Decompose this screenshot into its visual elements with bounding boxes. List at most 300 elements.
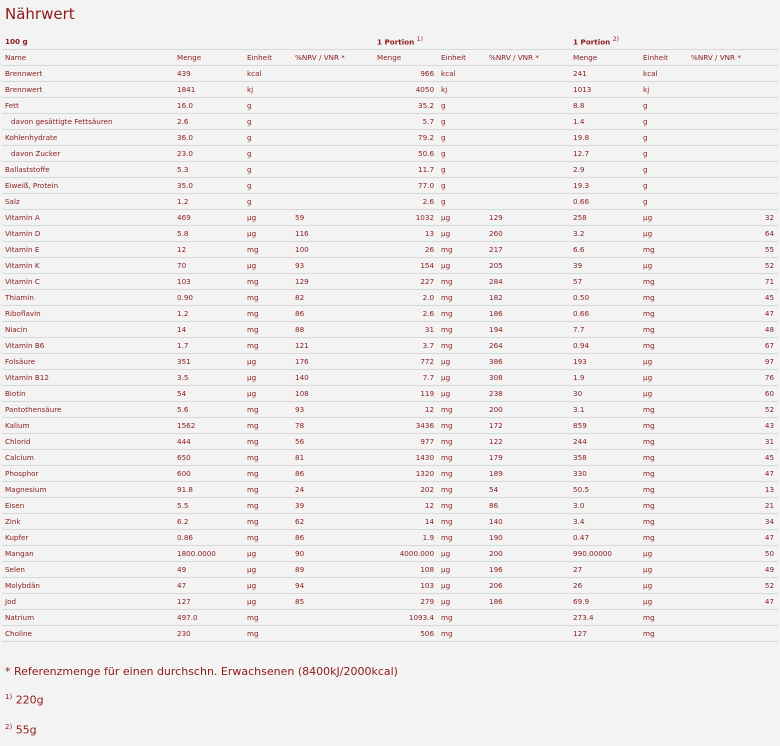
table-row	[2, 274, 778, 290]
table-cell: 5.6	[174, 402, 244, 418]
table-cell: µg	[640, 258, 688, 274]
table-cell: µg	[438, 386, 486, 402]
nutrient-name: Riboflavin	[2, 306, 174, 322]
table-cell: 444	[174, 434, 244, 450]
table-cell: µg	[640, 210, 688, 226]
table-cell	[292, 626, 374, 642]
table-cell: 62	[292, 514, 374, 530]
table-row	[2, 210, 778, 226]
table-cell: 103	[374, 578, 438, 594]
table-row	[2, 466, 778, 482]
header-100g: 100 g	[2, 34, 374, 50]
table-cell: kj	[640, 82, 688, 98]
table-cell: mg	[438, 402, 486, 418]
table-cell: 100	[292, 242, 374, 258]
table-cell: 5.3	[174, 162, 244, 178]
table-cell: 264	[486, 338, 570, 354]
table-row	[2, 418, 778, 434]
table-cell: mg	[244, 530, 292, 546]
table-cell: 127	[174, 594, 244, 610]
table-cell	[688, 626, 778, 642]
table-cell: 34	[688, 514, 778, 530]
table-row	[2, 370, 778, 386]
table-cell: µg	[244, 258, 292, 274]
table-cell: g	[640, 162, 688, 178]
table-cell: mg	[438, 418, 486, 434]
table-cell: 172	[486, 418, 570, 434]
table-cell	[688, 66, 778, 82]
table-row	[2, 322, 778, 338]
table-cell: 3.2	[570, 226, 640, 242]
table-cell: 140	[486, 514, 570, 530]
nutrient-name: Molybdän	[2, 578, 174, 594]
table-cell	[486, 66, 570, 82]
nutrient-name: Choline	[2, 626, 174, 642]
nutrient-name: Zink	[2, 514, 174, 530]
table-cell: 2.6	[174, 114, 244, 130]
table-row	[2, 178, 778, 194]
table-cell: 3.4	[570, 514, 640, 530]
table-cell: 176	[292, 354, 374, 370]
table-row	[2, 114, 778, 130]
table-cell: 260	[486, 226, 570, 242]
table-cell: 154	[374, 258, 438, 274]
table-cell: 3.1	[570, 402, 640, 418]
table-cell: mg	[438, 322, 486, 338]
table-cell: 36.0	[174, 130, 244, 146]
table-cell	[688, 82, 778, 98]
header-portion-2: 1 Portion $^{2)}$	[570, 34, 778, 50]
table-cell: g	[640, 194, 688, 210]
table-row	[2, 402, 778, 418]
table-cell: 0.50	[570, 290, 640, 306]
table-cell: 27	[570, 562, 640, 578]
table-cell: 69.9	[570, 594, 640, 610]
nutrient-name: Vitamin D	[2, 226, 174, 242]
table-cell: 78	[292, 418, 374, 434]
table-cell: 258	[570, 210, 640, 226]
table-subheader	[2, 50, 778, 66]
page-title: Nährwert	[5, 5, 75, 23]
column-header: Menge	[174, 50, 244, 66]
table-cell: 67	[688, 338, 778, 354]
table-cell: 196	[486, 562, 570, 578]
table-cell: g	[438, 130, 486, 146]
table-row	[2, 386, 778, 402]
table-cell: 2.0	[374, 290, 438, 306]
table-cell: 47	[688, 466, 778, 482]
table-cell: mg	[438, 482, 486, 498]
table-cell: µg	[244, 226, 292, 242]
table-cell: µg	[438, 594, 486, 610]
table-cell: µg	[640, 562, 688, 578]
nutrient-name: Chlorid	[2, 434, 174, 450]
nutrient-name: Vitamin A	[2, 210, 174, 226]
table-cell: 244	[570, 434, 640, 450]
table-cell: 351	[174, 354, 244, 370]
table-cell: mg	[244, 610, 292, 626]
table-row	[2, 482, 778, 498]
nutrient-name: Vitamin C	[2, 274, 174, 290]
table-cell: 119	[374, 386, 438, 402]
table-cell: 1.7	[174, 338, 244, 354]
table-cell: mg	[640, 514, 688, 530]
table-cell	[688, 610, 778, 626]
table-cell: mg	[244, 514, 292, 530]
table-cell	[486, 178, 570, 194]
table-row	[2, 578, 778, 594]
table-cell: 200	[486, 546, 570, 562]
table-cell: µg	[640, 578, 688, 594]
table-cell	[486, 194, 570, 210]
table-cell: 129	[486, 210, 570, 226]
table-cell: kcal	[244, 66, 292, 82]
table-cell: g	[438, 98, 486, 114]
table-cell: g	[244, 114, 292, 130]
table-cell: 57	[570, 274, 640, 290]
table-cell	[292, 610, 374, 626]
table-cell: 205	[486, 258, 570, 274]
table-cell: 506	[374, 626, 438, 642]
table-cell: µg	[244, 594, 292, 610]
table-cell: 2.9	[570, 162, 640, 178]
table-cell	[486, 82, 570, 98]
header-portion-1: 1 Portion $^{1)}$	[374, 34, 570, 50]
table-cell: 79.2	[374, 130, 438, 146]
table-cell: 990.00000	[570, 546, 640, 562]
table-cell: 35.0	[174, 178, 244, 194]
table-cell: µg	[438, 546, 486, 562]
table-cell: mg	[244, 338, 292, 354]
table-cell: 1430	[374, 450, 438, 466]
table-cell: mg	[640, 402, 688, 418]
table-cell: 3.7	[374, 338, 438, 354]
table-cell: g	[244, 162, 292, 178]
table-cell: µg	[438, 578, 486, 594]
table-cell	[688, 178, 778, 194]
table-cell: 179	[486, 450, 570, 466]
table-row	[2, 290, 778, 306]
nutrient-name: Vitamin K	[2, 258, 174, 274]
table-cell: 0.94	[570, 338, 640, 354]
table-cell: 140	[292, 370, 374, 386]
table-cell: 3.5	[174, 370, 244, 386]
table-cell: 182	[486, 290, 570, 306]
table-cell: mg	[244, 450, 292, 466]
table-cell: mg	[640, 450, 688, 466]
table-cell: 8.8	[570, 98, 640, 114]
table-cell: 91.8	[174, 482, 244, 498]
table-cell: mg	[640, 290, 688, 306]
table-cell: 386	[486, 354, 570, 370]
table-cell: mg	[438, 610, 486, 626]
table-cell: 52	[688, 258, 778, 274]
table-row	[2, 258, 778, 274]
table-cell: 43	[688, 418, 778, 434]
table-cell: g	[438, 146, 486, 162]
table-cell: mg	[438, 498, 486, 514]
table-row	[2, 354, 778, 370]
table-cell: 31	[374, 322, 438, 338]
nutrient-name: davon Zucker	[2, 146, 174, 162]
nutrient-name: Mangan	[2, 546, 174, 562]
table-cell: 186	[486, 594, 570, 610]
table-row	[2, 162, 778, 178]
table-cell: 19.3	[570, 178, 640, 194]
table-cell: mg	[438, 290, 486, 306]
table-cell: mg	[640, 274, 688, 290]
table-row	[2, 530, 778, 546]
table-cell: 1.9	[570, 370, 640, 386]
table-cell: 469	[174, 210, 244, 226]
table-cell: 230	[174, 626, 244, 642]
table-cell: 1.9	[374, 530, 438, 546]
table-cell: 122	[486, 434, 570, 450]
table-cell: mg	[640, 482, 688, 498]
table-cell: 49	[174, 562, 244, 578]
table-cell: mg	[244, 482, 292, 498]
table-cell	[292, 66, 374, 82]
table-cell: 6.2	[174, 514, 244, 530]
table-cell: mg	[640, 626, 688, 642]
nutrient-name: Selen	[2, 562, 174, 578]
table-cell: g	[640, 98, 688, 114]
nutrient-name: Phosphor	[2, 466, 174, 482]
table-cell	[486, 162, 570, 178]
table-cell: mg	[244, 418, 292, 434]
table-cell: 3436	[374, 418, 438, 434]
table-row	[2, 66, 778, 82]
table-cell: mg	[244, 498, 292, 514]
table-cell: 116	[292, 226, 374, 242]
table-cell	[486, 626, 570, 642]
table-cell: 1800.0000	[174, 546, 244, 562]
table-cell: 16.0	[174, 98, 244, 114]
table-cell: 24	[292, 482, 374, 498]
table-cell: g	[640, 130, 688, 146]
table-cell: 0.47	[570, 530, 640, 546]
column-header: Einheit	[438, 50, 486, 66]
table-cell: 70	[174, 258, 244, 274]
table-cell: 193	[570, 354, 640, 370]
table-cell: 52	[688, 578, 778, 594]
nutrient-name: Kupfer	[2, 530, 174, 546]
table-cell: kcal	[640, 66, 688, 82]
footnote-1: $^{1)}$ 220g	[5, 693, 44, 707]
table-cell: 71	[688, 274, 778, 290]
table-cell: 55	[688, 242, 778, 258]
table-cell: µg	[640, 354, 688, 370]
table-cell	[292, 194, 374, 210]
table-row	[2, 514, 778, 530]
table-cell: µg	[640, 370, 688, 386]
table-cell: 52	[688, 402, 778, 418]
table-cell: g	[244, 98, 292, 114]
table-cell: 439	[174, 66, 244, 82]
table-row	[2, 498, 778, 514]
table-cell: 82	[292, 290, 374, 306]
nutrient-name: Biotin	[2, 386, 174, 402]
table-cell: µg	[640, 386, 688, 402]
table-cell: 859	[570, 418, 640, 434]
nutrient-name: Natrium	[2, 610, 174, 626]
table-cell: 217	[486, 242, 570, 258]
table-cell: 81	[292, 450, 374, 466]
nutrient-name: Vitamin B6	[2, 338, 174, 354]
table-cell: µg	[640, 546, 688, 562]
nutrient-name: Kohlenhydrate	[2, 130, 174, 146]
nutrient-name: Niacin	[2, 322, 174, 338]
table-cell: mg	[244, 322, 292, 338]
table-cell	[486, 130, 570, 146]
table-cell: g	[640, 178, 688, 194]
table-cell	[688, 162, 778, 178]
table-cell: mg	[244, 274, 292, 290]
table-cell: 1.2	[174, 306, 244, 322]
table-cell: µg	[438, 210, 486, 226]
footnote-2: $^{2)}$ 55g	[5, 723, 37, 737]
table-cell: µg	[438, 370, 486, 386]
table-cell: g	[640, 146, 688, 162]
table-cell: 13	[374, 226, 438, 242]
table-cell: 279	[374, 594, 438, 610]
table-cell: mg	[244, 434, 292, 450]
table-cell: mg	[438, 306, 486, 322]
table-cell: 86	[292, 466, 374, 482]
table-cell: 241	[570, 66, 640, 82]
nutrient-name: Magnesium	[2, 482, 174, 498]
table-cell: 50.5	[570, 482, 640, 498]
table-row	[2, 146, 778, 162]
table-cell: µg	[438, 354, 486, 370]
nutrient-name: Vitamin B12	[2, 370, 174, 386]
table-cell: 600	[174, 466, 244, 482]
table-cell: mg	[438, 626, 486, 642]
table-cell	[292, 130, 374, 146]
nutrient-name: Kalium	[2, 418, 174, 434]
nutrient-name: Eiweiß, Protein	[2, 178, 174, 194]
table-cell	[292, 162, 374, 178]
table-cell: mg	[640, 338, 688, 354]
table-cell: 108	[292, 386, 374, 402]
table-cell: 54	[174, 386, 244, 402]
table-cell: mg	[640, 498, 688, 514]
table-cell: 127	[570, 626, 640, 642]
column-header: Einheit	[640, 50, 688, 66]
table-cell: µg	[438, 562, 486, 578]
table-cell: 13	[688, 482, 778, 498]
table-cell: 85	[292, 594, 374, 610]
nutrient-name: Brennwert	[2, 82, 174, 98]
table-cell: 5.8	[174, 226, 244, 242]
nutrient-name: Folsäure	[2, 354, 174, 370]
table-cell: mg	[438, 514, 486, 530]
table-cell: g	[640, 114, 688, 130]
table-cell: g	[244, 194, 292, 210]
table-cell: 2.6	[374, 306, 438, 322]
table-cell: mg	[640, 242, 688, 258]
table-cell: 26	[374, 242, 438, 258]
table-cell: mg	[640, 322, 688, 338]
table-cell: mg	[438, 530, 486, 546]
table-cell: 14	[174, 322, 244, 338]
table-cell: 86	[292, 306, 374, 322]
table-cell: µg	[438, 258, 486, 274]
column-header: %NRV / VNR *	[688, 50, 778, 66]
column-header: Einheit	[244, 50, 292, 66]
table-cell: 54	[486, 482, 570, 498]
table-row	[2, 450, 778, 466]
table-cell: 0.86	[174, 530, 244, 546]
table-cell: 1.4	[570, 114, 640, 130]
table-row	[2, 434, 778, 450]
table-cell: 56	[292, 434, 374, 450]
table-cell: mg	[640, 530, 688, 546]
table-cell: 358	[570, 450, 640, 466]
table-cell: 12.7	[570, 146, 640, 162]
table-cell	[688, 146, 778, 162]
table-cell: 0.90	[174, 290, 244, 306]
table-cell: 4000.000	[374, 546, 438, 562]
table-cell: 89	[292, 562, 374, 578]
nutrient-name: Brennwert	[2, 66, 174, 82]
table-cell: 21	[688, 498, 778, 514]
table-cell: 39	[570, 258, 640, 274]
table-cell: 90	[292, 546, 374, 562]
table-cell: mg	[640, 418, 688, 434]
table-cell: 47	[688, 306, 778, 322]
table-cell: 60	[688, 386, 778, 402]
table-cell: 12	[374, 498, 438, 514]
table-cell: 1032	[374, 210, 438, 226]
table-cell	[486, 610, 570, 626]
table-cell: mg	[244, 466, 292, 482]
column-header: Name	[2, 50, 174, 66]
table-cell: 284	[486, 274, 570, 290]
table-row	[2, 194, 778, 210]
table-cell: µg	[244, 370, 292, 386]
nutrient-name: davon gesättigte Fettsäuren	[2, 114, 174, 130]
table-cell: 47	[688, 530, 778, 546]
table-row	[2, 610, 778, 626]
nutrient-name: Eisen	[2, 498, 174, 514]
table-cell: mg	[244, 402, 292, 418]
table-cell: g	[244, 130, 292, 146]
nutrient-name: Ballaststoffe	[2, 162, 174, 178]
table-cell: 1562	[174, 418, 244, 434]
table-cell: mg	[244, 626, 292, 642]
table-row	[2, 338, 778, 354]
nutrient-name: Calcium	[2, 450, 174, 466]
table-cell: 48	[688, 322, 778, 338]
table-cell: 1841	[174, 82, 244, 98]
table-cell	[688, 130, 778, 146]
table-cell	[486, 98, 570, 114]
table-cell: 200	[486, 402, 570, 418]
table-cell	[292, 114, 374, 130]
table-cell: 189	[486, 466, 570, 482]
table-row	[2, 594, 778, 610]
table-cell: 0.66	[570, 306, 640, 322]
table-cell: 77.0	[374, 178, 438, 194]
table-cell: 5.7	[374, 114, 438, 130]
table-cell: 273.4	[570, 610, 640, 626]
table-cell: 39	[292, 498, 374, 514]
table-cell: 93	[292, 258, 374, 274]
table-cell: 186	[486, 306, 570, 322]
table-cell: 64	[688, 226, 778, 242]
table-cell: 330	[570, 466, 640, 482]
